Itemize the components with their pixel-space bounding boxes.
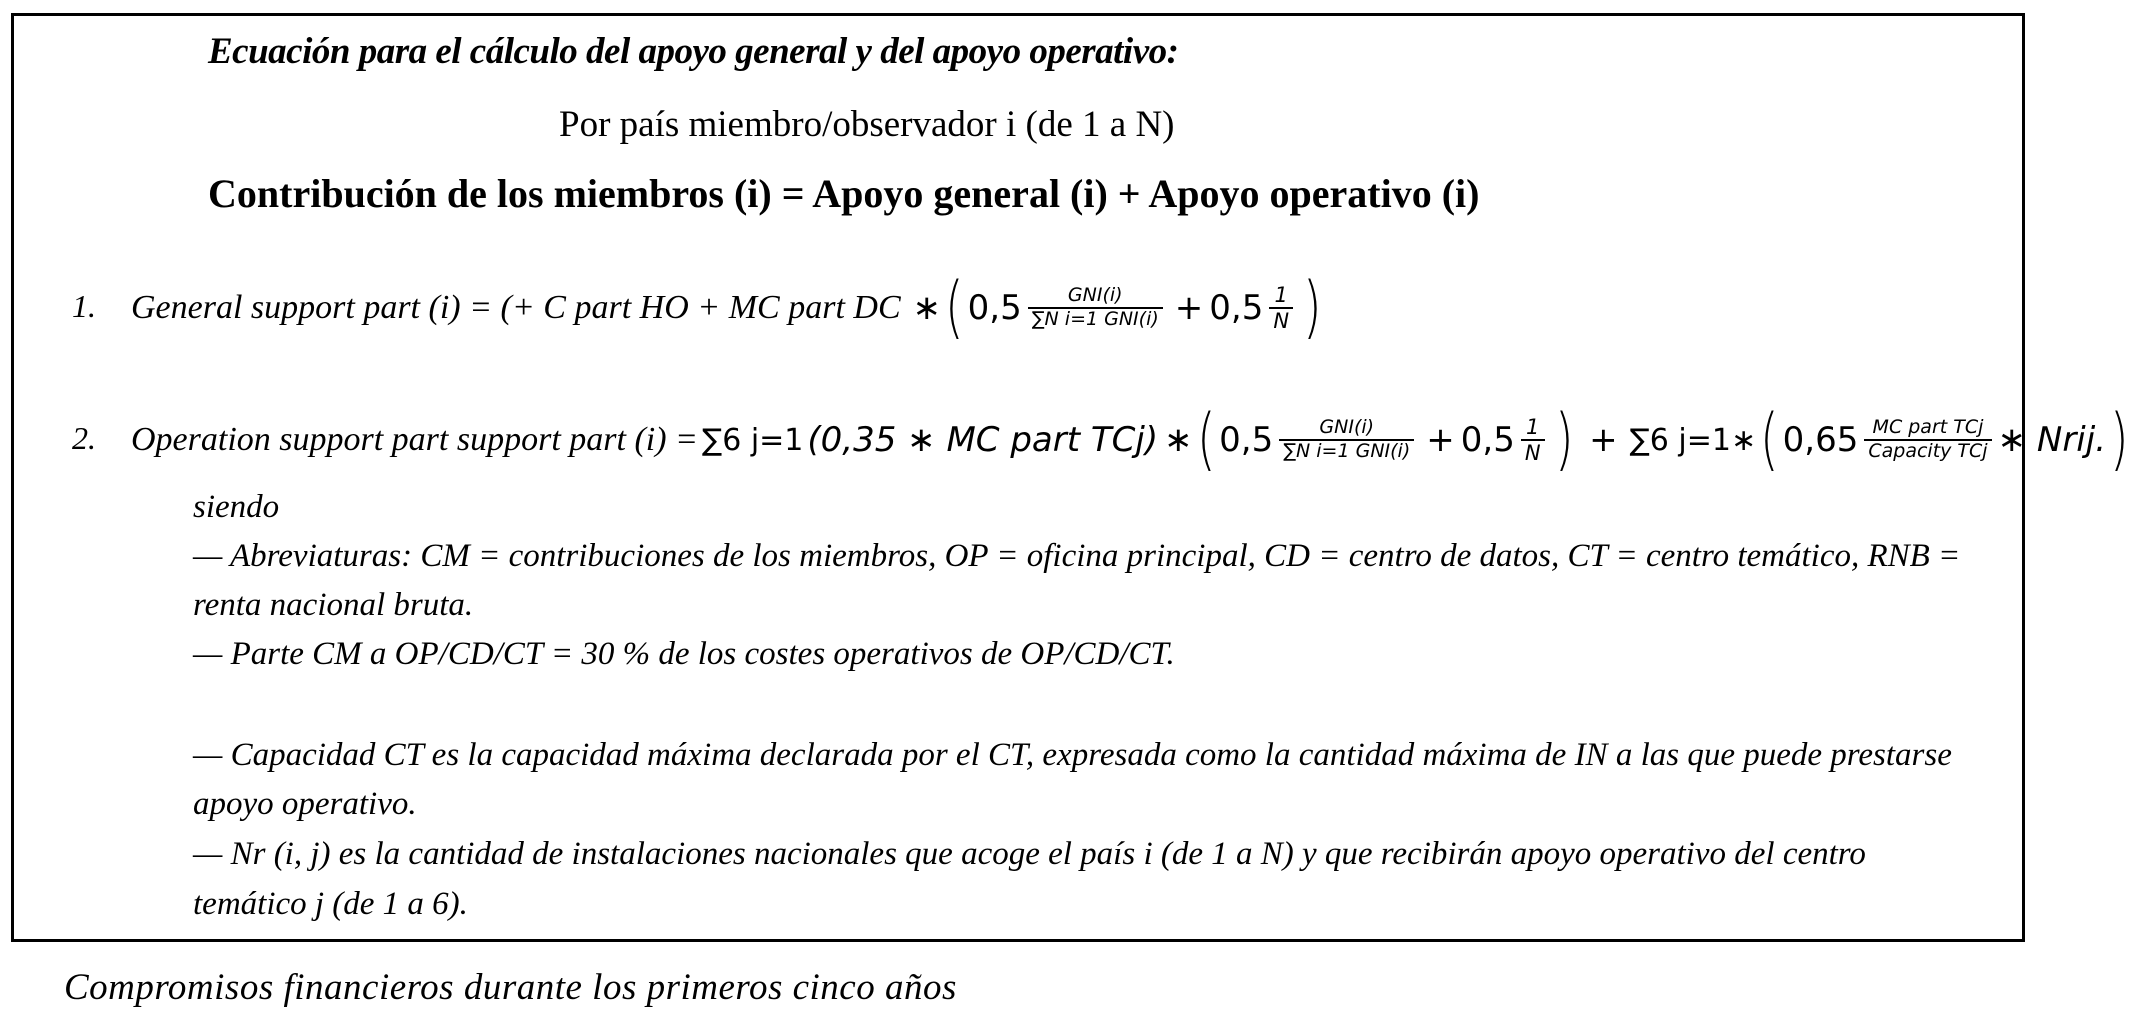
close-paren: ): [1303, 268, 1322, 347]
one-numerator-2: 1: [1526, 414, 1540, 439]
equation-1-star: ∗: [912, 288, 942, 328]
equation-2-star: ∗: [1164, 420, 1193, 460]
equation-2-coef-c: 0,65: [1782, 420, 1859, 460]
equation-2-coef-b: 0,5: [1460, 420, 1515, 460]
definition-capacity: — Capacidad CT es la capacidad máxima declarada por el CT, expresada como la cantidad máxima de IN a las que puede prestarse: [193, 737, 1952, 773]
equation-2-label: Operation support part support part (i) =: [131, 421, 698, 458]
definition-abbreviations: — Abreviaturas: CM = contribuciones de los miembros, OP = oficina principal, CD = centro de datos, CT = centro temático, RNB =: [193, 538, 1961, 574]
box-subtitle: Por país miembro/observador i (de 1 a N): [559, 104, 1175, 145]
box-title: Ecuación para el cálculo del apoyo general y del apoyo operativo:: [208, 31, 1179, 72]
gni-numerator: GNI(i): [1067, 284, 1123, 307]
equation-1-coef-a: 0,5: [967, 288, 1022, 328]
definition-capacity-cont: apoyo operativo.: [193, 786, 417, 822]
sum-operator-2: ∑6 j=1∗: [1629, 422, 1757, 458]
capacity-fraction: [1864, 417, 1991, 463]
n-denominator-2: N: [1524, 441, 1541, 465]
equation-2-plus: +: [1426, 420, 1455, 460]
definition-part-cm: — Parte CM a OP/CD/CT = 30 % de los costes operativos de OP/CD/CT.: [193, 636, 1175, 672]
close-paren: ): [2109, 400, 2129, 479]
equation-1-plus: +: [1174, 288, 1204, 328]
gni-numerator-2: GNI(i): [1319, 416, 1375, 439]
equation-1-coef-b: 0,5: [1209, 288, 1264, 328]
one-over-n-fraction: [1269, 283, 1293, 333]
gni-denominator-2: ∑N i=1 GNI(i): [1283, 440, 1411, 462]
open-paren: (: [1760, 400, 1779, 479]
section-heading: Compromisos financieros durante los primeros cinco años: [64, 967, 957, 1008]
n-denominator: N: [1273, 309, 1290, 333]
gni-fraction-2: [1279, 417, 1414, 463]
equation-1-label: General support part (i) = (+ C part HO + MC part DC: [131, 289, 901, 326]
main-equation: Contribución de los miembros (i) = Apoyo general (i) + Apoyo operativo (i): [208, 171, 1480, 216]
equation-2-tail: ∗ Nrij.: [1997, 420, 2107, 460]
gni-denominator: ∑N i=1 GNI(i): [1031, 308, 1159, 330]
siendo-label: siendo: [193, 489, 280, 525]
capacity-numerator: MC part TCj: [1872, 416, 1984, 439]
equation-2: [131, 390, 2133, 490]
equation-2-term1: (0,35 ∗ MC part TCj): [807, 420, 1159, 460]
equation-2-number: 2.: [72, 420, 96, 456]
definition-abbreviations-cont: renta nacional bruta.: [193, 587, 474, 623]
one-over-n-fraction-2: [1521, 415, 1545, 465]
close-paren: ): [1554, 400, 1574, 479]
definition-nr: — Nr (i, j) es la cantidad de instalaciones nacionales que acoge el país i (de 1 a N) y que recibirán apoyo operativo del centro: [193, 836, 1866, 872]
equation-1: [131, 258, 1326, 358]
definition-nr-cont: temático j (de 1 a 6).: [193, 886, 468, 922]
equation-2-math: [698, 400, 2133, 479]
one-numerator: 1: [1274, 282, 1288, 307]
equation-2-coef-a: 0,5: [1219, 420, 1274, 460]
sum-operator: ∑6 j=1: [701, 422, 804, 458]
gni-fraction: [1028, 285, 1163, 331]
capacity-denominator: Capacity TCj: [1868, 440, 1988, 462]
open-paren: (: [1196, 400, 1216, 479]
equation-1-math: [912, 268, 1326, 347]
open-paren: (: [945, 268, 964, 347]
equation-1-number: 1.: [72, 288, 96, 324]
equation-2-plus-2: +: [1589, 420, 1618, 460]
